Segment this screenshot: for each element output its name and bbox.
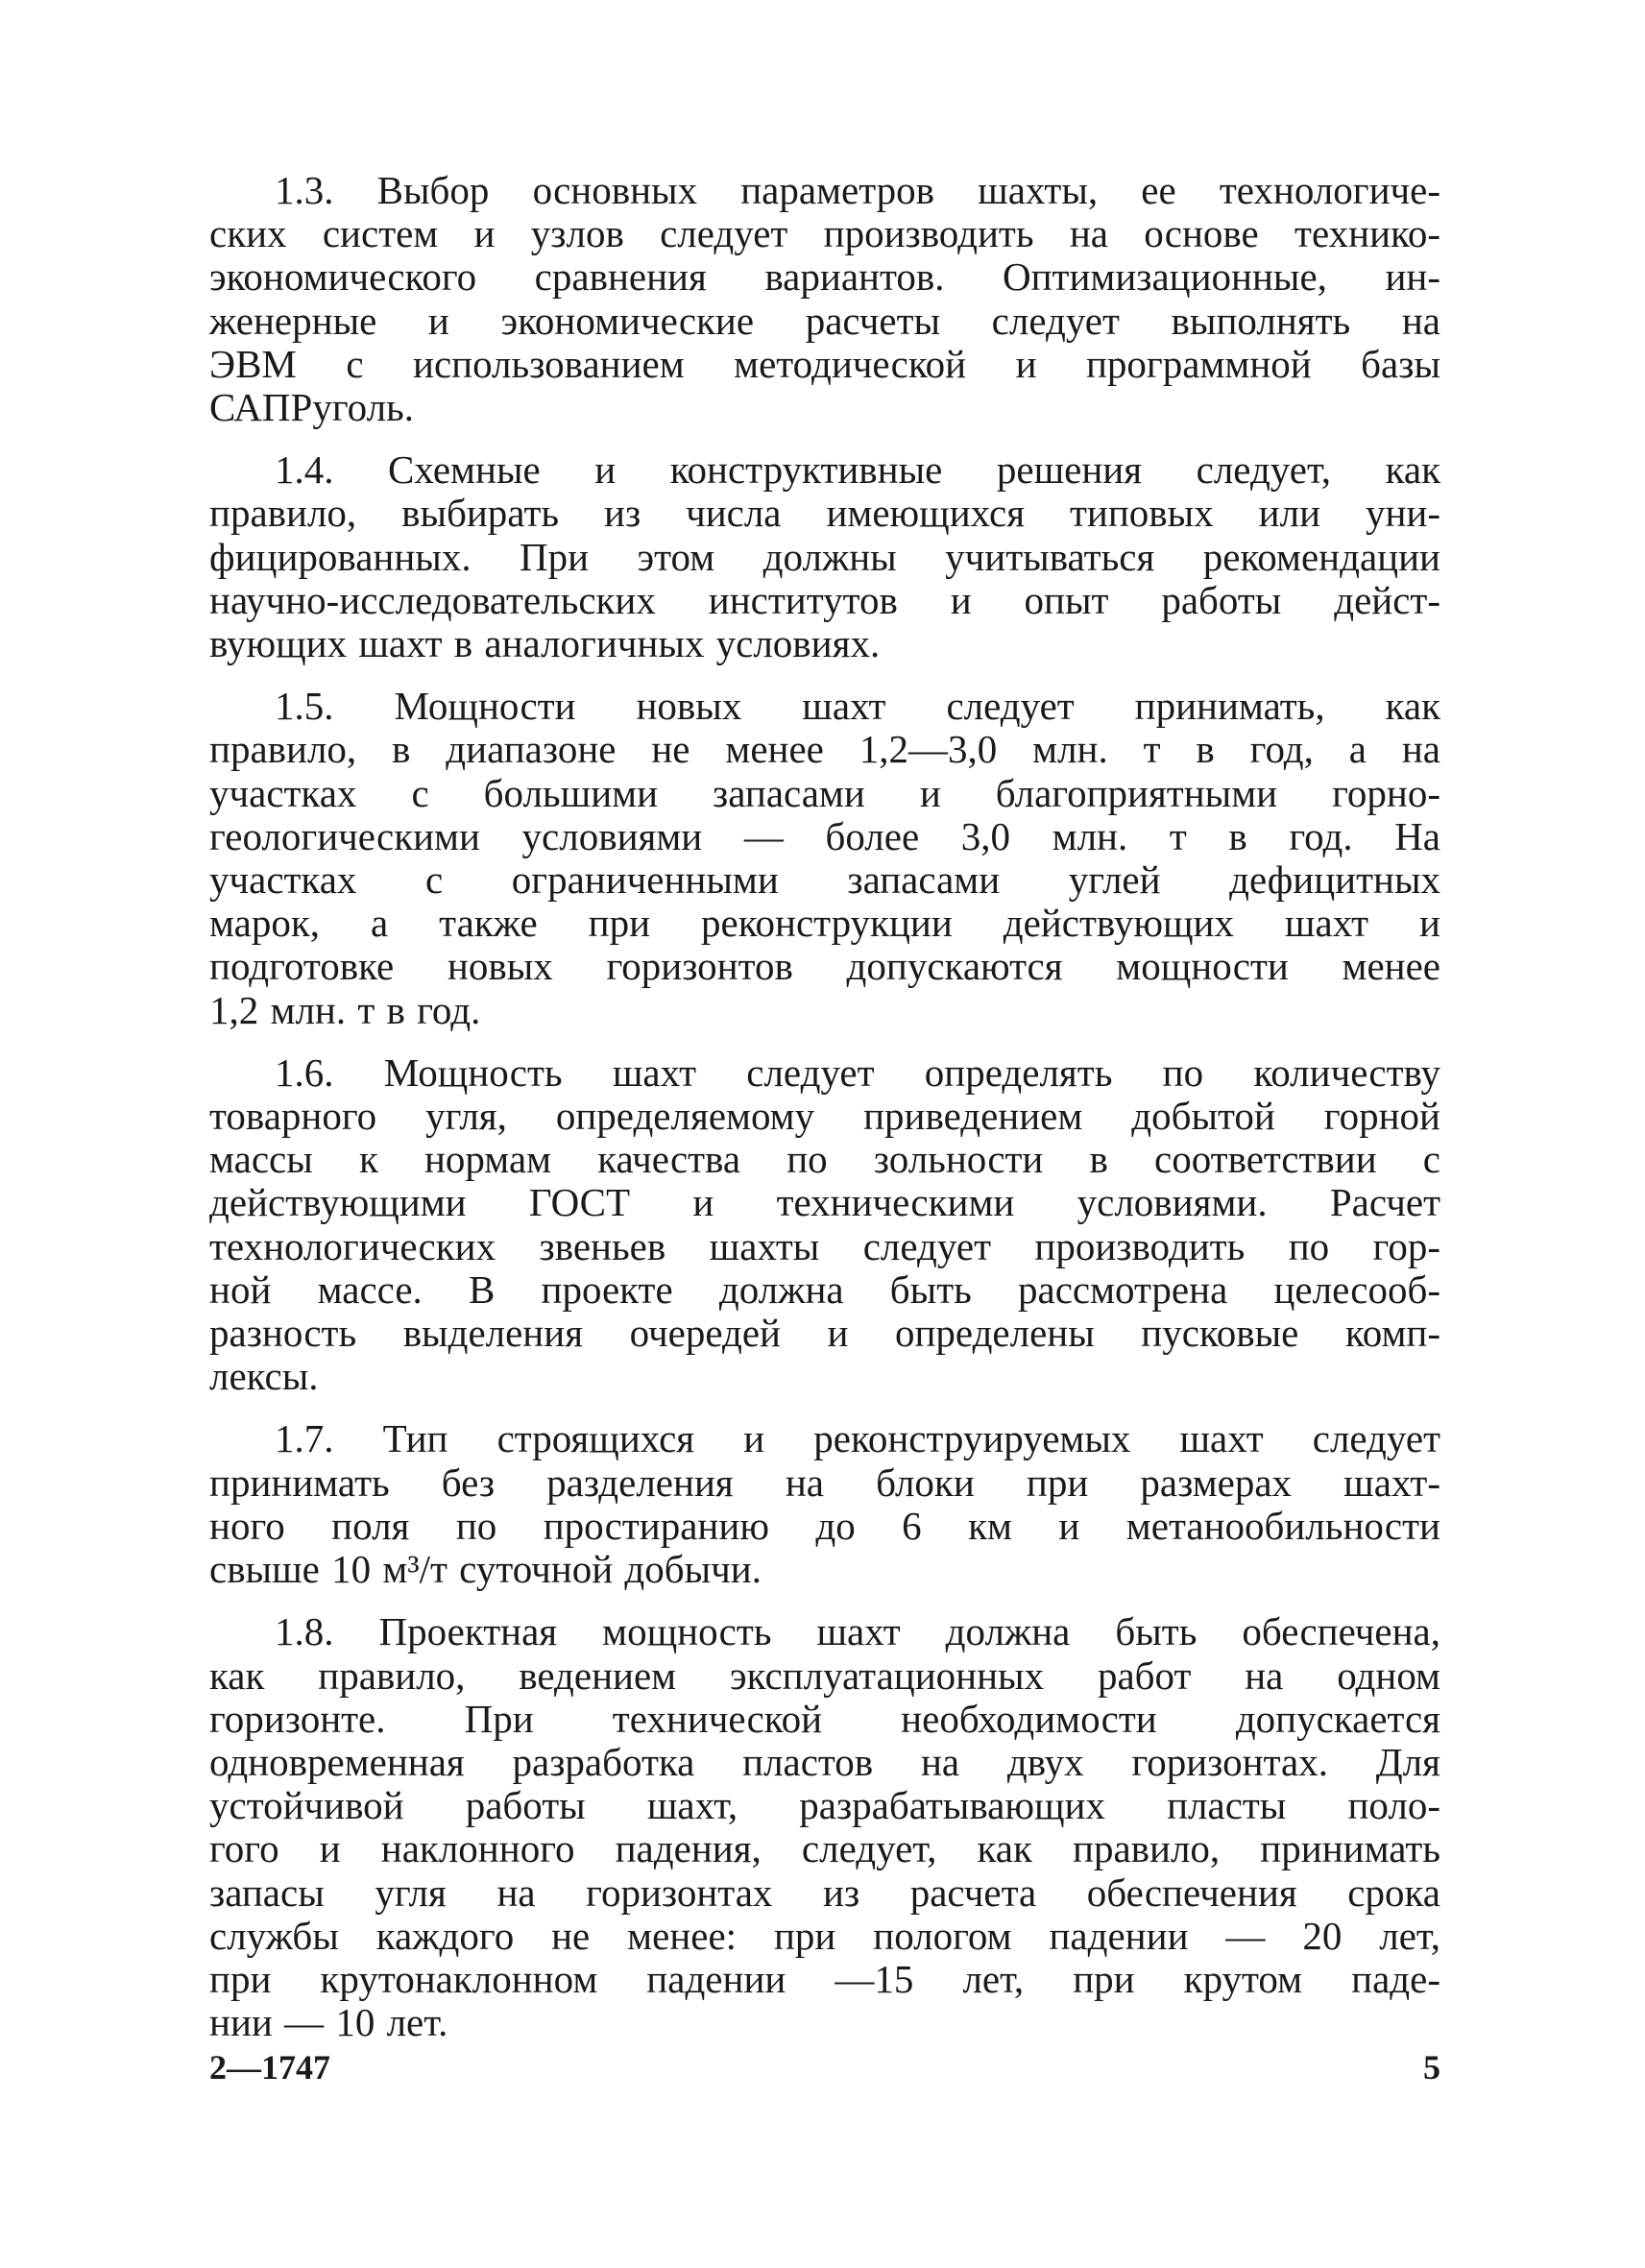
text-line: разность выделения очередей и определены пусковые комп- — [209, 1311, 1440, 1356]
paragraph-1-7 — [209, 1417, 1440, 1591]
text-line: участках с ограниченными запасами углей дефицитных — [209, 857, 1440, 903]
text-line: правило, в диапазоне не менее 1,2—3,0 млн. т в год, а на — [209, 727, 1440, 772]
text-line: фицированных. При этом должны учитываться рекомендации — [209, 534, 1440, 579]
text-line: 1.8. Проектная мощность шахт должна быть обеспечена, — [275, 1609, 1440, 1654]
text-line: лексы. — [209, 1354, 319, 1399]
text-line: нии — 10 лет. — [209, 2000, 448, 2045]
text-line: одновременная разработка пластов на двух горизонтах. Для — [209, 1739, 1440, 1784]
paragraph-1-5 — [209, 685, 1440, 1032]
text-line: свыше 10 м³/т суточной добычи. — [209, 1547, 762, 1592]
text-line: научно-исследовательских институтов и опыт работы дейст- — [209, 577, 1440, 622]
text-line: 1,2 млн. т в год. — [209, 987, 481, 1032]
text-line: как правило, ведением эксплуатационных работ на одном — [209, 1653, 1440, 1698]
text-line: принимать без разделения на блоки при размерах шахт- — [209, 1460, 1440, 1505]
text-line: ЭВМ с использованием методической и программной базы — [209, 341, 1440, 386]
text-line: массы к нормам качества по зольности в соответствии с — [209, 1137, 1440, 1182]
text-line: 1.3. Выбор основных параметров шахты, ее технологиче- — [275, 168, 1440, 212]
paragraph-1-6 — [209, 1051, 1440, 1399]
paragraph-1-8 — [209, 1610, 1440, 2044]
paragraph-1-4 — [209, 448, 1440, 665]
page-number: 5 — [1423, 2048, 1440, 2087]
text-line: правило, выбирать из числа имеющихся типовых или уни- — [209, 491, 1440, 536]
text-line: действующими ГОСТ и техническими условиями. Расчет — [209, 1180, 1440, 1225]
text-line: ного поля по простиранию до 6 км и метанообильности — [209, 1503, 1440, 1548]
text-line: женерные и экономические расчеты следует выполнять на — [209, 298, 1440, 343]
text-line: геологическими условиями — более 3,0 млн. т в год. На — [209, 813, 1440, 858]
text-line: 1.6. Мощность шахт следует определять по количеству — [275, 1050, 1440, 1095]
text-line: участках с большими запасами и благоприятными горно- — [209, 770, 1440, 815]
text-line: гого и наклонного падения, следует, как правило, принимать — [209, 1826, 1440, 1871]
signature-mark: 2—1747 — [209, 2048, 330, 2087]
text-line: службы каждого не менее: при пологом падении — 20 лет, — [209, 1913, 1440, 1958]
text-line: 1.7. Тип строящихся и реконструируемых шахт следует — [275, 1416, 1440, 1461]
text-line: 1.5. Мощности новых шахт следует принимать, как — [275, 684, 1440, 729]
text-line: САПРуголь. — [209, 385, 414, 430]
text-line: при крутонаклонном падении —15 лет, при крутом паде- — [209, 1956, 1440, 2001]
text-line: подготовке новых горизонтов допускаются мощности менее — [209, 944, 1440, 989]
text-line: технологических звеньев шахты следует производить по гор- — [209, 1223, 1440, 1268]
text-line: устойчивой работы шахт, разрабатывающих пласты поло- — [209, 1783, 1440, 1828]
text-line: экономического сравнения вариантов. Оптимизационные, ин- — [209, 254, 1440, 300]
text-line: 1.4. Схемные и конструктивные решения следует, как — [275, 447, 1440, 493]
text-line: ной массе. В проекте должна быть рассмотрена целесооб- — [209, 1267, 1440, 1312]
text-line: вующих шахт в аналогичных условиях. — [209, 621, 881, 666]
text-line: марок, а также при реконструкции действующих шахт и — [209, 901, 1440, 946]
page-footer — [209, 2047, 1440, 2087]
text-line: ских систем и узлов следует производить на основе технико- — [209, 211, 1440, 256]
text-line: запасы угля на горизонтах из расчета обеспечения срока — [209, 1870, 1440, 1915]
text-line: горизонте. При технической необходимости допускается — [209, 1696, 1440, 1741]
paragraph-1-3 — [209, 169, 1440, 429]
document-page — [209, 169, 1440, 2063]
text-line: товарного угля, определяемому приведением добытой горной — [209, 1094, 1440, 1139]
